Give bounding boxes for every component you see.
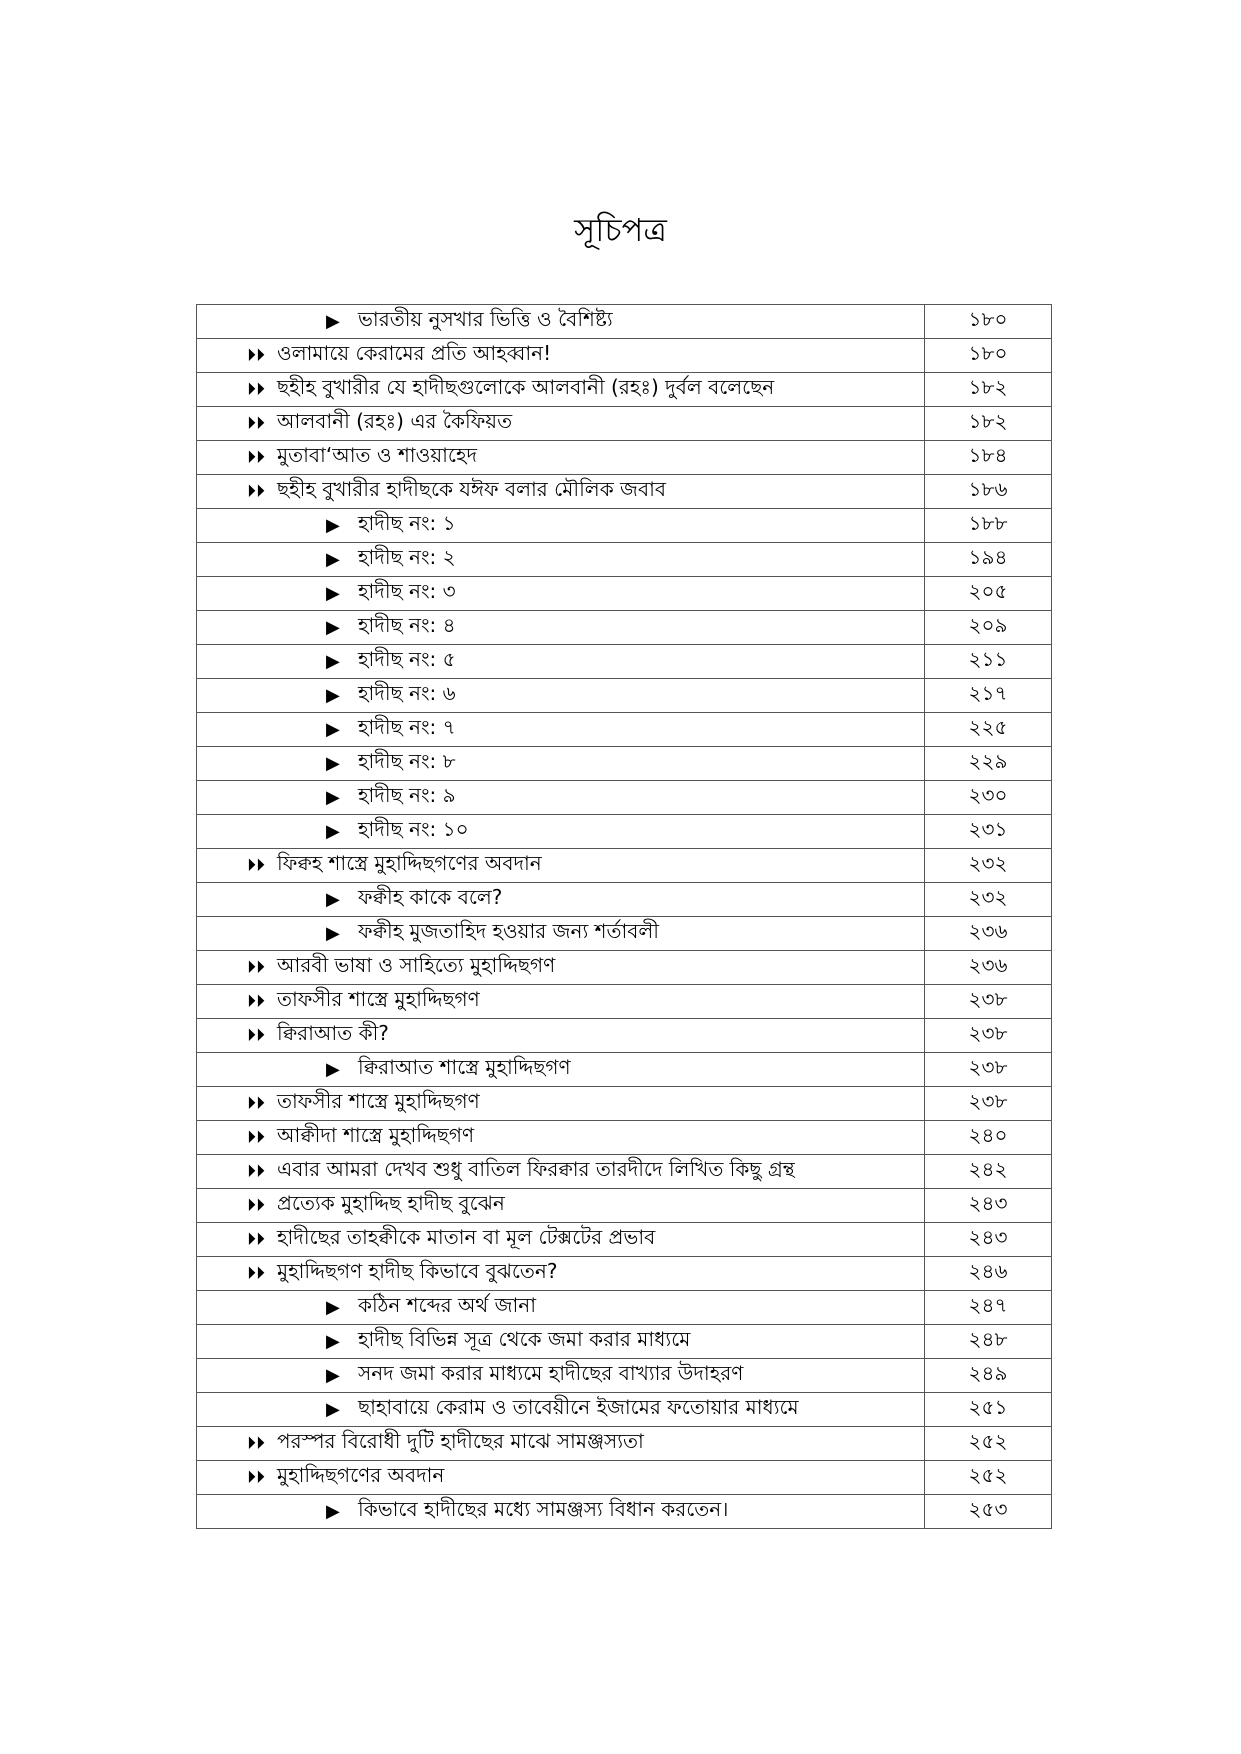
toc-entry [197, 1495, 924, 1528]
toc-entry-title: আক্বীদা শাস্ত্রে মুহাদ্দিছগণ [277, 1123, 475, 1147]
toc-title-cell [197, 1291, 925, 1325]
toc-page-number: ২৪০ [925, 1121, 1052, 1155]
toc-title-cell [197, 917, 925, 951]
double-play-icon: ⏵⏵ [247, 446, 265, 468]
toc-row [197, 1223, 1052, 1257]
toc-title-cell [197, 611, 925, 645]
toc-row [197, 1019, 1052, 1053]
toc-entry [197, 441, 924, 474]
play-icon: ▶ [326, 786, 340, 808]
toc-entry-title: তাফসীর শাস্ত্রে মুহাদ্দিছগণ [277, 987, 480, 1011]
toc-entry-title: ছাহাবায়ে কেরাম ও তাবেয়ীনে ইজামের ফতোয়ার মাধ্যমে [358, 1395, 799, 1419]
toc-entry [197, 645, 924, 678]
toc-title-cell [197, 1189, 925, 1223]
play-icon: ▶ [326, 922, 340, 944]
double-play-icon: ⏵⏵ [247, 1432, 265, 1454]
double-play-icon: ⏵⏵ [247, 1194, 265, 1216]
toc-page-number: ১৮৮ [925, 509, 1052, 543]
toc-title-cell [197, 577, 925, 611]
toc-entry [197, 1019, 924, 1052]
toc-row [197, 1257, 1052, 1291]
toc-entry-title: হাদীছ নং: ১০ [358, 817, 469, 841]
toc-entry-title: হাদীছ নং: ৯ [358, 783, 456, 807]
play-icon: ▶ [326, 684, 340, 706]
toc-page-number: ২৪৭ [925, 1291, 1052, 1325]
play-icon: ▶ [326, 1058, 340, 1080]
toc-entry-title: হাদীছ নং: ২ [358, 545, 456, 569]
toc-page-number: ১৮৬ [925, 475, 1052, 509]
toc-title-cell [197, 679, 925, 713]
toc-entry-title: ছহীহ বুখারীর যে হাদীছগুলোকে আলবানী (রহঃ) দুর্বল বলেছেন [277, 375, 775, 399]
toc-entry-title: আলবানী (রহঃ) এর কৈফিয়ত [277, 409, 513, 433]
toc-title-cell [197, 407, 925, 441]
toc-entry-title: ভারতীয় নুসখার ভিত্তি ও বৈশিষ্ট্য [358, 307, 613, 331]
toc-entry [197, 1461, 924, 1494]
toc-entry [197, 917, 924, 950]
toc-row [197, 679, 1052, 713]
toc-page-number: ২৫১ [925, 1393, 1052, 1427]
toc-title-cell [197, 1053, 925, 1087]
play-icon: ▶ [326, 650, 340, 672]
toc-entry [197, 577, 924, 610]
toc-page-number: ২০৫ [925, 577, 1052, 611]
toc-entry [197, 373, 924, 406]
toc-row [197, 1495, 1052, 1529]
toc-title-cell [197, 951, 925, 985]
toc-title-cell [197, 1495, 925, 1529]
table-of-contents [196, 304, 1052, 1529]
toc-body [197, 305, 1052, 1529]
toc-entry [197, 781, 924, 814]
toc-entry-title: আরবী ভাষা ও সাহিত্যে মুহাদ্দিছগণ [277, 953, 556, 977]
toc-entry-title: পরস্পর বিরোধী দুটি হাদীছের মাঝে সামঞ্জস্যতা [277, 1429, 644, 1453]
double-play-icon: ⏵⏵ [247, 1024, 265, 1046]
toc-entry [197, 713, 924, 746]
toc-entry [197, 1189, 924, 1222]
toc-entry [197, 985, 924, 1018]
toc-page-number: ২৫৩ [925, 1495, 1052, 1529]
toc-row [197, 1053, 1052, 1087]
toc-entry-title: হাদীছ নং: ৫ [358, 647, 456, 671]
toc-entry [197, 543, 924, 576]
toc-page-number: ২৫২ [925, 1461, 1052, 1495]
toc-title-cell [197, 1223, 925, 1257]
play-icon: ▶ [326, 616, 340, 638]
toc-row [197, 1359, 1052, 1393]
toc-title-cell [197, 475, 925, 509]
toc-page-number: ২৪৬ [925, 1257, 1052, 1291]
double-play-icon: ⏵⏵ [247, 1466, 265, 1488]
play-icon: ▶ [326, 820, 340, 842]
toc-entry-title: তাফসীর শাস্ত্রে মুহাদ্দিছগণ [277, 1089, 480, 1113]
toc-row [197, 1291, 1052, 1325]
play-icon: ▶ [326, 1500, 340, 1522]
toc-entry-title: কঠিন শব্দের অর্থ জানা [358, 1293, 537, 1317]
double-play-icon: ⏵⏵ [247, 956, 265, 978]
toc-row [197, 543, 1052, 577]
toc-row [197, 1155, 1052, 1189]
toc-title-cell [197, 1359, 925, 1393]
toc-title-cell [197, 1121, 925, 1155]
toc-title-cell [197, 1019, 925, 1053]
toc-entry-title: হাদীছ নং: ৭ [358, 715, 456, 739]
toc-row [197, 985, 1052, 1019]
toc-title-cell [197, 1393, 925, 1427]
play-icon: ▶ [326, 718, 340, 740]
toc-entry [197, 951, 924, 984]
toc-row [197, 373, 1052, 407]
toc-entry [197, 1359, 924, 1392]
toc-row [197, 883, 1052, 917]
toc-entry [197, 339, 924, 372]
toc-row [197, 1121, 1052, 1155]
toc-entry-title: সনদ জমা করার মাধ্যমে হাদীছের বাখ্যার উদাহরণ [358, 1361, 744, 1385]
toc-title-cell [197, 1461, 925, 1495]
page-title: সূচিপত্র [574, 211, 667, 249]
toc-page-number: ২১১ [925, 645, 1052, 679]
toc-entry [197, 1223, 924, 1256]
toc-row [197, 1189, 1052, 1223]
toc-entry [197, 1155, 924, 1188]
toc-entry-title: হাদীছ নং: ১ [358, 511, 456, 535]
toc-title-cell [197, 883, 925, 917]
toc-entry [197, 475, 924, 508]
toc-entry-title: ছহীহ বুখারীর হাদীছকে যঈফ বলার মৌলিক জবাব [277, 477, 667, 501]
toc-entry [197, 509, 924, 542]
double-play-icon: ⏵⏵ [247, 412, 265, 434]
toc-page-number: ২৪২ [925, 1155, 1052, 1189]
toc-row [197, 509, 1052, 543]
toc-page-number: ২৩২ [925, 849, 1052, 883]
play-icon: ▶ [326, 310, 340, 332]
toc-title-cell [197, 1427, 925, 1461]
toc-entry-title: হাদীছ নং: ৪ [358, 613, 456, 637]
play-icon: ▶ [326, 548, 340, 570]
toc-row [197, 1393, 1052, 1427]
play-icon: ▶ [326, 752, 340, 774]
double-play-icon: ⏵⏵ [247, 854, 265, 876]
toc-page-number: ২৪৩ [925, 1223, 1052, 1257]
toc-row [197, 645, 1052, 679]
play-icon: ▶ [326, 1330, 340, 1352]
toc-entry [197, 1257, 924, 1290]
toc-title-cell [197, 1257, 925, 1291]
toc-row [197, 815, 1052, 849]
double-play-icon: ⏵⏵ [247, 1228, 265, 1250]
toc-page-number: ২৩২ [925, 883, 1052, 917]
toc-row [197, 475, 1052, 509]
toc-page-number: ২৩৬ [925, 917, 1052, 951]
play-icon: ▶ [326, 582, 340, 604]
toc-entry [197, 815, 924, 848]
toc-entry-title: ফক্বীহ মুজতাহিদ হওয়ার জন্য শর্তাবলী [358, 919, 660, 943]
toc-row [197, 305, 1052, 339]
toc-row [197, 849, 1052, 883]
toc-entry-title: হাদীছ নং: ৩ [358, 579, 456, 603]
toc-entry [197, 1291, 924, 1324]
toc-entry-title: কিভাবে হাদীছের মধ্যে সামঞ্জস্য বিধান করতেন। [358, 1497, 729, 1521]
toc-title-cell [197, 305, 925, 339]
toc-entry [197, 679, 924, 712]
toc-page-number: ১৮২ [925, 373, 1052, 407]
toc-page-number: ২৩১ [925, 815, 1052, 849]
toc-title-cell [197, 1155, 925, 1189]
toc-title-cell [197, 781, 925, 815]
toc-page-number: ১৮০ [925, 339, 1052, 373]
toc-page-number: ২৩৮ [925, 1053, 1052, 1087]
toc-page-number: ২০৯ [925, 611, 1052, 645]
toc-entry [197, 1325, 924, 1358]
toc-entry-title: হাদীছ বিভিন্ন সূত্র থেকে জমা করার মাধ্যমে [358, 1327, 691, 1351]
play-icon: ▶ [326, 514, 340, 536]
toc-row [197, 917, 1052, 951]
toc-title-cell [197, 543, 925, 577]
toc-title-cell [197, 645, 925, 679]
toc-entry-title: মুহাদ্দিছগণ হাদীছ কিভাবে বুঝতেন? [277, 1259, 558, 1283]
toc-entry-title: এবার আমরা দেখব শুধু বাতিল ফিরক্বার তারদীদে লিখিত কিছু গ্রন্থ [277, 1157, 795, 1181]
toc-page-number: ২৩৮ [925, 1019, 1052, 1053]
toc-entry [197, 1053, 924, 1086]
toc-page-number: ১৮০ [925, 305, 1052, 339]
toc-title-cell [197, 373, 925, 407]
toc-page-number: ২৪৩ [925, 1189, 1052, 1223]
toc-entry-title: হাদীছের তাহক্বীকে মাতান বা মূল টেক্সটের প্রভাব [277, 1225, 656, 1249]
toc-entry [197, 1427, 924, 1460]
toc-row [197, 339, 1052, 373]
toc-page-number: ২৩৮ [925, 985, 1052, 1019]
toc-row [197, 441, 1052, 475]
toc-entry [197, 1121, 924, 1154]
toc-page-number: ২৩৮ [925, 1087, 1052, 1121]
toc-title-cell [197, 713, 925, 747]
toc-title-cell [197, 509, 925, 543]
toc-row [197, 747, 1052, 781]
toc-entry [197, 305, 924, 338]
toc-entry-title: প্রত্যেক মুহাদ্দিছ হাদীছ বুঝেন [277, 1191, 505, 1215]
toc-entry [197, 1087, 924, 1120]
toc-entry [197, 747, 924, 780]
double-play-icon: ⏵⏵ [247, 1160, 265, 1182]
toc-entry [197, 849, 924, 882]
toc-row [197, 407, 1052, 441]
toc-page-number: ২৩০ [925, 781, 1052, 815]
toc-entry [197, 1393, 924, 1426]
play-icon: ▶ [326, 888, 340, 910]
toc-entry-title: হাদীছ নং: ৬ [358, 681, 456, 705]
double-play-icon: ⏵⏵ [247, 1262, 265, 1284]
double-play-icon: ⏵⏵ [247, 480, 265, 502]
toc-page-number: ২২৫ [925, 713, 1052, 747]
toc-row [197, 611, 1052, 645]
toc-page-number: ২৪৮ [925, 1325, 1052, 1359]
toc-entry-title: ওলামায়ে কেরামের প্রতি আহব্বান! [277, 341, 552, 365]
toc-page-number: ২১৭ [925, 679, 1052, 713]
toc-entry-title: হাদীছ নং: ৮ [358, 749, 456, 773]
toc-row [197, 713, 1052, 747]
toc-title-cell [197, 747, 925, 781]
toc-entry-title: ক্বিরাআত শাস্ত্রে মুহাদ্দিছগণ [358, 1055, 571, 1079]
double-play-icon: ⏵⏵ [247, 1092, 265, 1114]
double-play-icon: ⏵⏵ [247, 344, 265, 366]
toc-row [197, 951, 1052, 985]
toc-page-number: ১৮৪ [925, 441, 1052, 475]
double-play-icon: ⏵⏵ [247, 1126, 265, 1148]
toc-page-number: ২২৯ [925, 747, 1052, 781]
toc-title-cell [197, 815, 925, 849]
toc-entry-title: মুহাদ্দিছগণের অবদান [277, 1463, 445, 1487]
double-play-icon: ⏵⏵ [247, 378, 265, 400]
toc-row [197, 577, 1052, 611]
toc-entry [197, 611, 924, 644]
toc-row [197, 1087, 1052, 1121]
play-icon: ▶ [326, 1398, 340, 1420]
toc-entry-title: মুতাবা‘আত ও শাওয়াহেদ [277, 443, 477, 467]
toc-entry [197, 407, 924, 440]
toc-page-number: ১৯৪ [925, 543, 1052, 577]
toc-page-number: ১৮২ [925, 407, 1052, 441]
double-play-icon: ⏵⏵ [247, 990, 265, 1012]
toc-page-number: ২৫২ [925, 1427, 1052, 1461]
toc-title-cell [197, 441, 925, 475]
toc-title-cell [197, 849, 925, 883]
toc-title-cell [197, 1087, 925, 1121]
toc-page-number: ২৩৬ [925, 951, 1052, 985]
toc-title-cell [197, 1325, 925, 1359]
toc-entry-title: ফক্বীহ কাকে বলে? [358, 885, 503, 909]
play-icon: ▶ [326, 1296, 340, 1318]
toc-row [197, 1461, 1052, 1495]
toc-row [197, 1427, 1052, 1461]
toc-title-cell [197, 339, 925, 373]
toc-entry [197, 883, 924, 916]
toc-row [197, 781, 1052, 815]
toc-row [197, 1325, 1052, 1359]
toc-entry-title: ক্বিরাআত কী? [277, 1021, 389, 1045]
toc-page-number: ২৪৯ [925, 1359, 1052, 1393]
toc-entry-title: ফিক্বহ শাস্ত্রে মুহাদ্দিছগণের অবদান [277, 851, 542, 875]
play-icon: ▶ [326, 1364, 340, 1386]
toc-title-cell [197, 985, 925, 1019]
